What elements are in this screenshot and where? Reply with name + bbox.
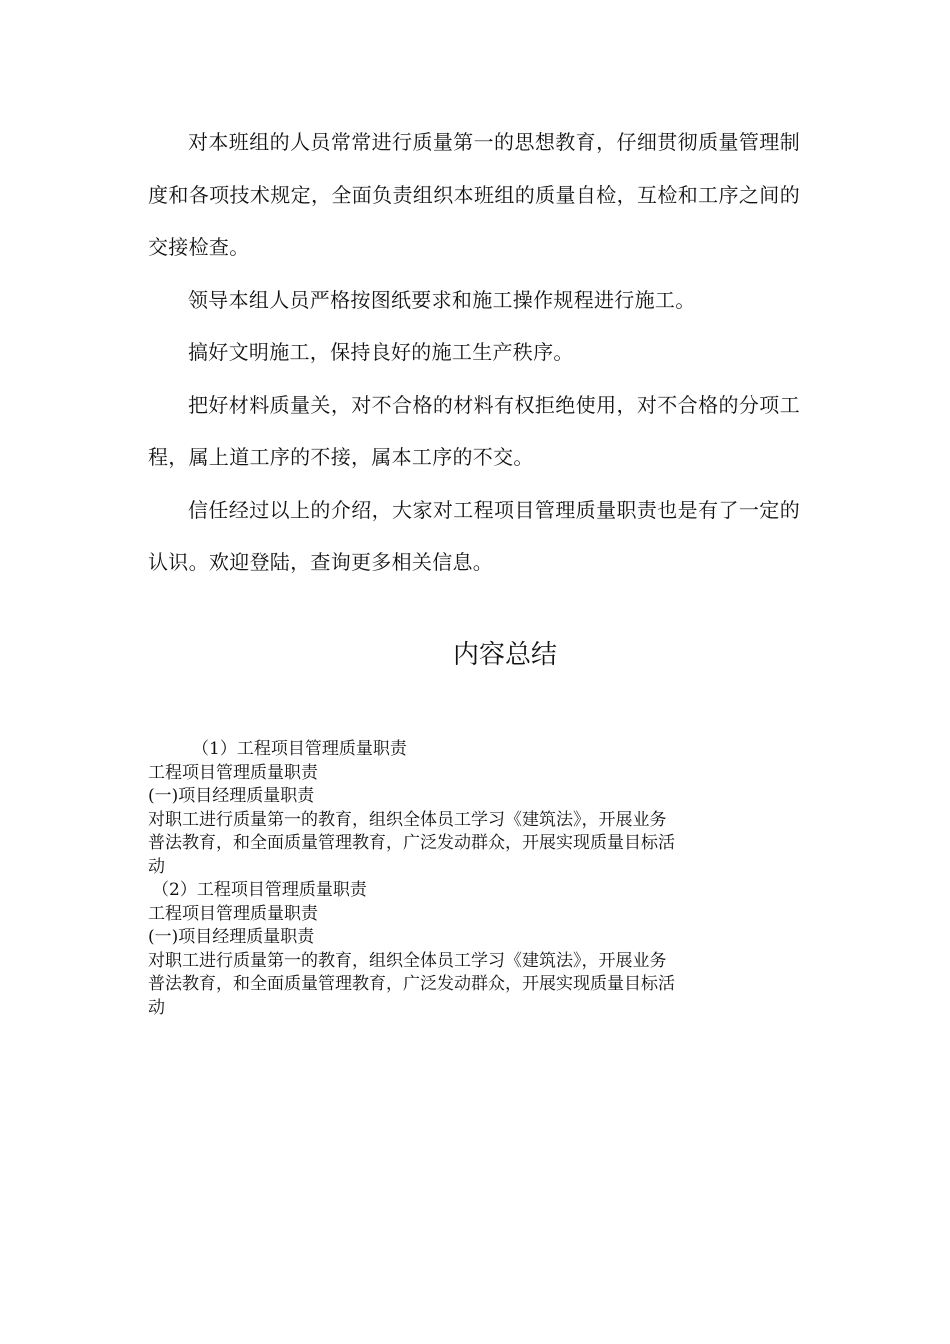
paragraph: 搞好文明施工，保持良好的施工生产秩序。	[188, 340, 574, 364]
paragraph: 把好材料质量关，对不合格的材料有权拒绝使用，对不合格的分项工程，属上道工序的不接，属本工序的不交。	[148, 392, 800, 469]
body-text	[148, 116, 800, 589]
summary-item-section: (一)项目经理质量职责	[148, 927, 315, 947]
summary-item-text-line: 动	[148, 856, 165, 877]
paragraph: 领导本组人员严格按图纸要求和施工操作规程进行施工。	[188, 287, 696, 312]
summary-title: 内容总结	[452, 640, 557, 670]
summary-item-heading: （2）工程项目管理质量职责	[152, 880, 367, 900]
summary-item-section: (一)项目经理质量职责	[148, 786, 315, 806]
summary-item-text-line: 普法教育，和全面质量管理教育，广泛发动群众，开展实现质量目标活	[148, 833, 675, 853]
summary-section	[148, 738, 798, 1020]
summary-item-text-line: 动	[148, 997, 165, 1018]
summary-item-subtitle: 工程项目管理质量职责	[148, 762, 318, 783]
summary-item-subtitle: 工程项目管理质量职责	[148, 903, 318, 924]
summary-item-text-line: 普法教育，和全面质量管理教育，广泛发动群众，开展实现质量目标活	[148, 974, 675, 994]
paragraph: 信任经过以上的介绍，大家对工程项目管理质量职责也是有了一定的认识。欢迎登陆，查询更多相关信息。	[148, 497, 800, 574]
summary-item-text-line: 对职工进行质量第一的教育，组织全体员工学习《建筑法》，开展业务	[148, 950, 667, 971]
paragraph: 对本班组的人员常常进行质量第一的思想教育，仔细贯彻质量管理制度和各项技术规定，全面负责组织本班组的质量自检，互检和工序之间的交接检查。	[148, 130, 800, 259]
summary-item-text-line: 对职工进行质量第一的教育，组织全体员工学习《建筑法》，开展业务	[148, 809, 667, 830]
summary-item	[148, 879, 798, 1020]
summary-item-heading: （1）工程项目管理质量职责	[192, 739, 407, 759]
summary-item	[148, 738, 798, 879]
